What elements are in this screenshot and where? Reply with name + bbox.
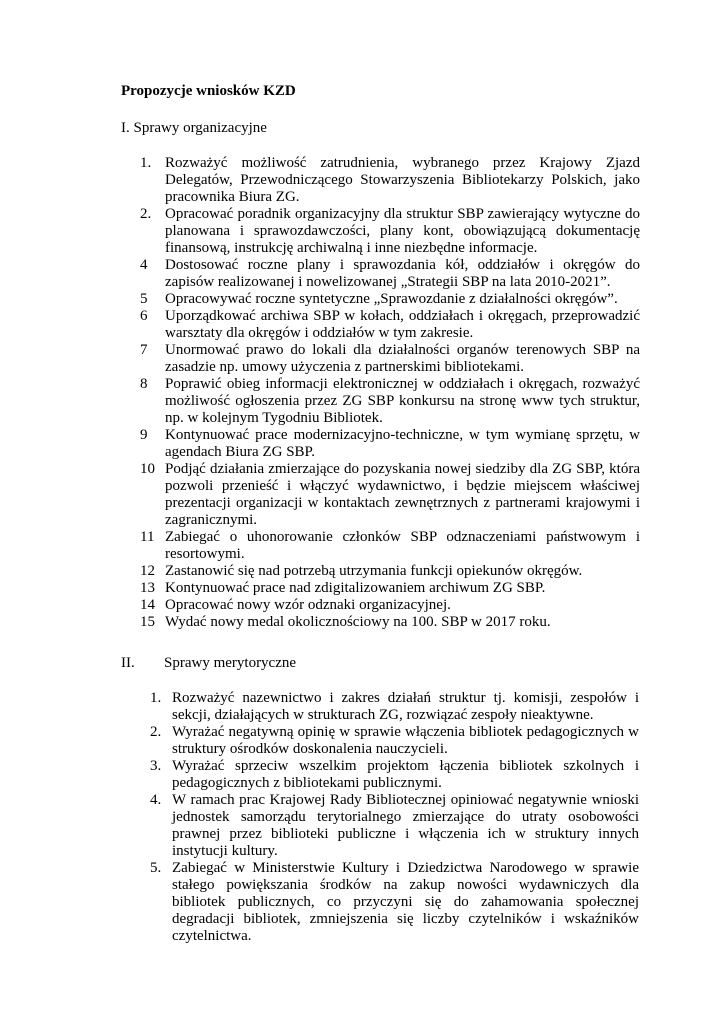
item-text: Unormować prawo do lokali dla działalności organów terenowych SBP na zasadzie np. umowy użyczenia z partnerskimi bibliotekami.: [165, 342, 640, 375]
item-text: Zastanowić się nad potrzebą utrzymania funkcji opiekunów okręgów.: [165, 563, 583, 579]
item-text: Rozważyć nazewnictwo i zakres działań struktur tj. komisji, zespołów i sekcji, działających w strukturach ZG, rozwiązać zespoły nieaktywne.: [172, 690, 639, 723]
list-item: [0, 563, 640, 580]
list-item: [0, 308, 640, 342]
item-number: 4: [140, 257, 148, 273]
item-number: 6: [140, 308, 148, 324]
list-item: [0, 758, 639, 792]
item-text: Zabiegać o uhonorowanie członków SBP odznaczeniami państwowym i resortowymi.: [165, 529, 640, 562]
item-text: Wyrażać negatywną opinię w sprawie włączenia bibliotek pedagogicznych w struktury ośrodków doskonalenia nauczycieli.: [172, 724, 639, 757]
list-item: [0, 376, 640, 427]
item-number: 7: [140, 342, 148, 358]
list-item: [0, 291, 640, 308]
list-item: [0, 860, 639, 945]
item-number: 10: [140, 461, 155, 477]
list-item: [0, 580, 640, 597]
list-item: [0, 155, 640, 206]
list-item: [0, 427, 640, 461]
item-text: Poprawić obieg informacji elektronicznej w oddziałach i okręgach, rozważyć możliwość ogłoszenia przez ZG SBP konkursu na stronę www tych struktur, np. w kolejnym Tygodniu Bibliotek.: [165, 376, 640, 426]
item-text: Kontynuować prace nad zdigitalizowaniem archiwum ZG SBP.: [165, 580, 546, 596]
item-text: Wyrażać sprzeciw wszelkim projektom łączenia bibliotek szkolnych i pedagogicznych z bibliotekami publicznymi.: [172, 758, 639, 791]
item-number: 1.: [140, 155, 152, 171]
item-text: Rozważyć możliwość zatrudnienia, wybranego przez Krajowy Zjazd Delegatów, Przewodniczącego Stowarzyszenia Bibliotekarzy Polskich, jako pracownika Biura ZG.: [165, 155, 640, 205]
item-text: Opracowywać roczne syntetyczne „Sprawozdanie z działalności okręgów”.: [165, 291, 618, 307]
list-item: [0, 342, 640, 376]
item-number: 2.: [150, 724, 162, 740]
document-title: Propozycje wniosków KZD: [121, 83, 296, 99]
item-text: Kontynuować prace modernizacyjno-techniczne, w tym wymianę sprzętu, w agendach Biura ZG SBP.: [165, 427, 640, 460]
section-2-number: II.: [121, 655, 135, 671]
item-number: 1.: [150, 690, 162, 706]
item-number: 9: [140, 427, 148, 443]
item-number: 5.: [150, 860, 162, 876]
list-item: [0, 792, 639, 860]
section-1-list: [0, 155, 725, 631]
list-item: [0, 614, 640, 631]
item-number: 2.: [140, 206, 152, 222]
list-item: [0, 724, 639, 758]
section-1-heading: I. Sprawy organizacyjne: [121, 120, 267, 136]
item-text: Opracować nowy wzór odznaki organizacyjnej.: [165, 597, 451, 613]
list-item: [0, 206, 640, 257]
list-item: [0, 597, 640, 614]
item-number: 5: [140, 291, 148, 307]
item-number: 4.: [150, 792, 162, 808]
item-number: 8: [140, 376, 148, 392]
item-text: Dostosować roczne plany i sprawozdania kół, oddziałów i okręgów do zapisów realizowanej i nowelizowanej „Strategii SBP na lata 2010-2021”.: [165, 257, 640, 290]
item-number: 13: [140, 580, 155, 596]
item-text: Wydać nowy medal okolicznościowy na 100. SBP w 2017 roku.: [165, 614, 551, 630]
item-text: Zabiegać w Ministerstwie Kultury i Dziedzictwa Narodowego w sprawie stałego powiększania środków na zakup nowości wydawniczych dla bibliotek publicznych, co przyczyni się do zahamowania społecznej degradacji bibliotek, zmniejszenia się liczby czytelników i wskaźników czytelnictwa.: [172, 860, 639, 944]
section-2-list: [0, 690, 725, 945]
item-number: 11: [140, 529, 155, 545]
item-number: 15: [140, 614, 155, 630]
item-number: 3.: [150, 758, 162, 774]
list-item: [0, 461, 640, 529]
item-number: 14: [140, 597, 155, 613]
list-item: [0, 690, 639, 724]
item-text: Opracować poradnik organizacyjny dla struktur SBP zawierający wytyczne do planowana i sprawozdawczości, plany kont, obowiązującą dokumentację finansową, instrukcję archiwalną i inne niezbędne informacje.: [165, 206, 640, 256]
item-text: W ramach prac Krajowej Rady Bibliotecznej opiniować negatywnie wnioski jednostek samorządu terytorialnego zmierzające do utraty osobowości prawnej przez biblioteki publiczne i włączenia ich w struktury innych instytucji kultury.: [172, 792, 639, 859]
item-number: 12: [140, 563, 155, 579]
list-item: [0, 257, 640, 291]
section-2-heading: Sprawy merytoryczne: [164, 655, 297, 671]
list-item: [0, 529, 640, 563]
item-text: Podjąć działania zmierzające do pozyskania nowej siedziby dla ZG SBP, która pozwoli przenieść i włączyć wydawnictwo, i będzie miejscem właściwej prezentacji organizacji w kontaktach zewnętrznych z partnerami krajowymi i zagranicznymi.: [165, 461, 640, 528]
item-text: Uporządkować archiwa SBP w kołach, oddziałach i okręgach, przeprowadzić warsztaty dla okręgów i oddziałów w tym zakresie.: [165, 308, 640, 341]
